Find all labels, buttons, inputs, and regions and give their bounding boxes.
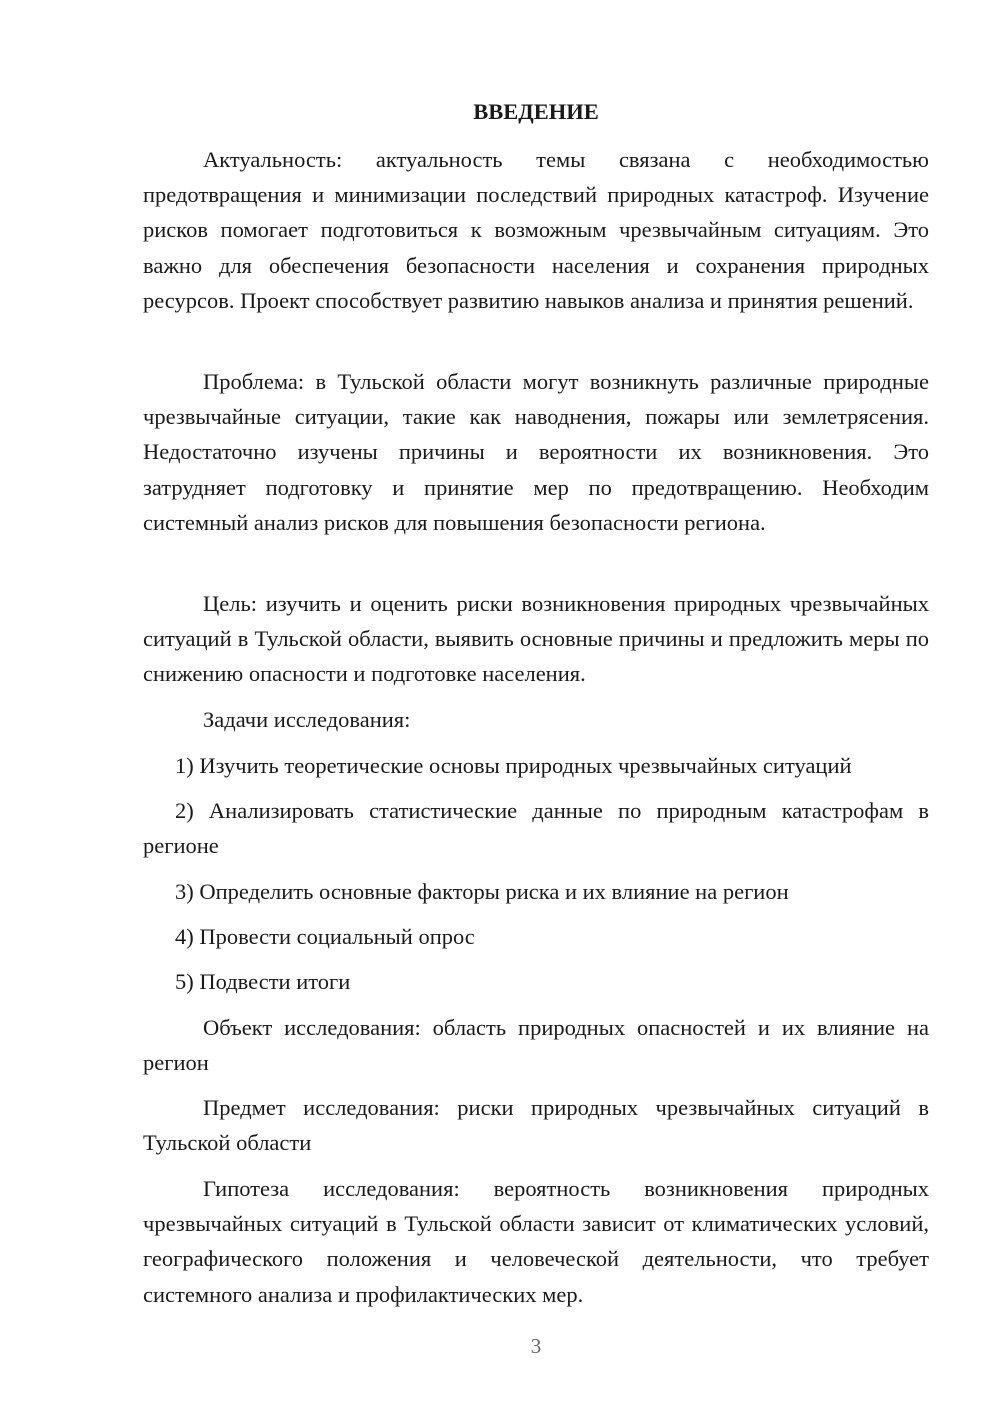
paragraph-relevance: Актуальность: актуальность темы связана с необходимостью предотвращения и минимизации последствий природных катастроф. Изучение рисков помогает подготовиться к возможным чрезвычайным ситуациям. Это важно для обеспечения безопасности населения и сохранения природных ресурсов. Проект способствует развитию навыков анализа и принятия решений. bbox=[143, 147, 929, 313]
document-title: ВВЕДЕНИЕ bbox=[473, 99, 599, 124]
task-item-1: 1) Изучить теоретические основы природных чрезвычайных ситуаций bbox=[175, 753, 852, 778]
tasks-heading: Задачи исследования: bbox=[203, 707, 411, 732]
task-item-4: 4) Провести социальный опрос bbox=[175, 924, 475, 949]
task-item-3: 3) Определить основные факторы риска и их влияние на регион bbox=[175, 879, 789, 904]
task-item-2: 2) Анализировать статистические данные по природным катастрофам в регионе bbox=[143, 798, 929, 859]
paragraph-object: Объект исследования: область природных опасностей и их влияние на регион bbox=[143, 1015, 929, 1076]
task-item-5: 5) Подвести итоги bbox=[175, 969, 351, 994]
paragraph-goal: Цель: изучить и оценить риски возникновения природных чрезвычайных ситуаций в Тульской области, выявить основные причины и предложить меры по снижению опасности и подготовке населения. bbox=[143, 591, 929, 687]
paragraph-hypothesis: Гипотеза исследования: вероятность возникновения природных чрезвычайных ситуаций в Тульской области зависит от климатических условий, географического положения и человеческой деятельности, что требует системного анализа и профилактических мер. bbox=[143, 1176, 929, 1307]
paragraph-problem: Проблема: в Тульской области могут возникнуть различные природные чрезвычайные ситуации, такие как наводнения, пожары или землетрясения. Недостаточно изучены причины и вероятности их возникновения. Это затрудняет подготовку и принятие мер по предотвращению. Необходим системный анализ рисков для повышения безопасности региона. bbox=[143, 369, 929, 535]
page-number: 3 bbox=[530, 1334, 542, 1358]
paragraph-subject: Предмет исследования: риски природных чрезвычайных ситуаций в Тульской области bbox=[143, 1095, 929, 1156]
